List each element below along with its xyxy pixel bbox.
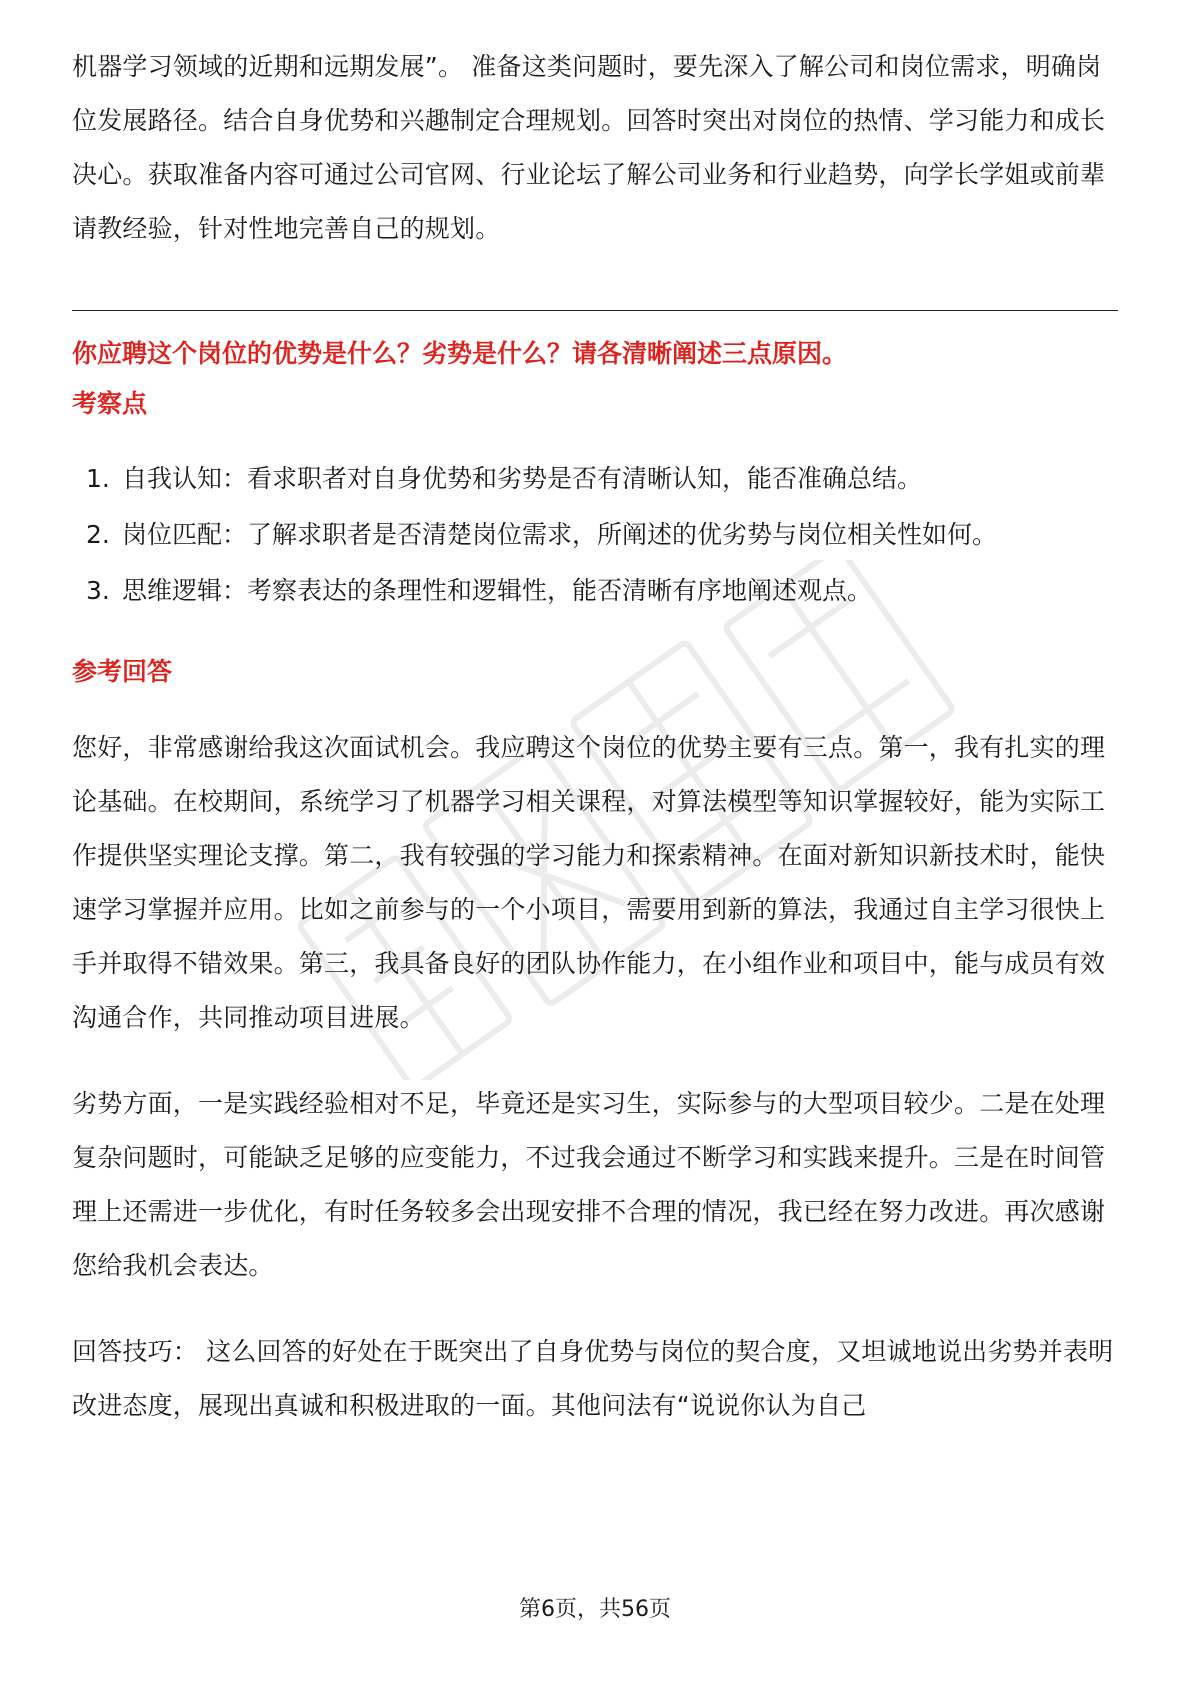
list-text: 自我认知：看求职者对自身优势和劣势是否有清晰认知，能否准确总结。 bbox=[122, 464, 923, 493]
list-number: 2. bbox=[86, 520, 110, 549]
reference-answer-title: 参考回答 bbox=[72, 657, 173, 686]
intro-paragraph: 机器学习领域的近期和远期发展”。 准备这类问题时，要先深入了解公司和岗位需求，明确岗位发展路径。结合自身优势和兴趣制定合理规划。回答时突出对岗位的热情、学习能力和成长决心。获取准备内容可通过公司官网、行业论坛了解公司业务和行业趋势，向学长学姐或前辈请教经验，针对性地完善自己的规划。 bbox=[72, 52, 1106, 243]
list-item bbox=[72, 507, 1118, 563]
answer-paragraph-weaknesses: 劣势方面，一是实践经验相对不足，毕竟还是实习生，实际参与的大型项目较少。二是在处理复杂问题时，可能缺乏足够的应变能力，不过我会通过不断学习和实践来提升。三是在时间管理上还需进一步优化，有时任务较多会出现安排不合理的情况，我已经在努力改进。再次感谢您给我机会表达。 bbox=[72, 1089, 1106, 1280]
list-item bbox=[72, 563, 1118, 619]
exam-points-title: 考察点 bbox=[72, 389, 148, 418]
question-heading: 你应聘这个岗位的优势是什么？劣势是什么？请各清晰阐述三点原因。 bbox=[72, 339, 848, 368]
list-number: 3. bbox=[86, 576, 110, 605]
list-text: 岗位匹配：了解求职者是否清楚岗位需求，所阐述的优劣势与岗位相关性如何。 bbox=[122, 520, 998, 549]
answer-tips-paragraph: 回答技巧： 这么回答的好处在于既突出了自身优势与岗位的契合度，又坦诚地说出劣势并表明改进态度，展现出真诚和积极进取的一面。其他问法有“说说你认为自己 bbox=[72, 1337, 1114, 1420]
list-item bbox=[72, 451, 1118, 507]
list-text: 思维逻辑：考察表达的条理性和逻辑性，能否清晰有序地阐述观点。 bbox=[122, 576, 873, 605]
answer-paragraph-strengths: 您好，非常感谢给我这次面试机会。我应聘这个岗位的优势主要有三点。第一，我有扎实的理论基础。在校期间，系统学习了机器学习相关课程，对算法模型等知识掌握较好，能为实际工作提供坚实理论支撑。第二，我有较强的学习能力和探索精神。在面对新知识新技术时，能快速学习掌握并应用。比如之前参与的一个小项目，需要用到新的算法，我通过自主学习很快上手并取得不错效果。第三，我具备良好的团队协作能力，在小组作业和项目中，能与成员有效沟通合作，共同推动项目进展。 bbox=[72, 733, 1106, 1032]
page-number-footer: 第6页，共56页 bbox=[519, 1597, 671, 1622]
content-column bbox=[72, 40, 1118, 1433]
section-divider bbox=[72, 310, 1118, 311]
exam-points-list bbox=[72, 451, 1118, 619]
list-number: 1. bbox=[86, 464, 110, 493]
